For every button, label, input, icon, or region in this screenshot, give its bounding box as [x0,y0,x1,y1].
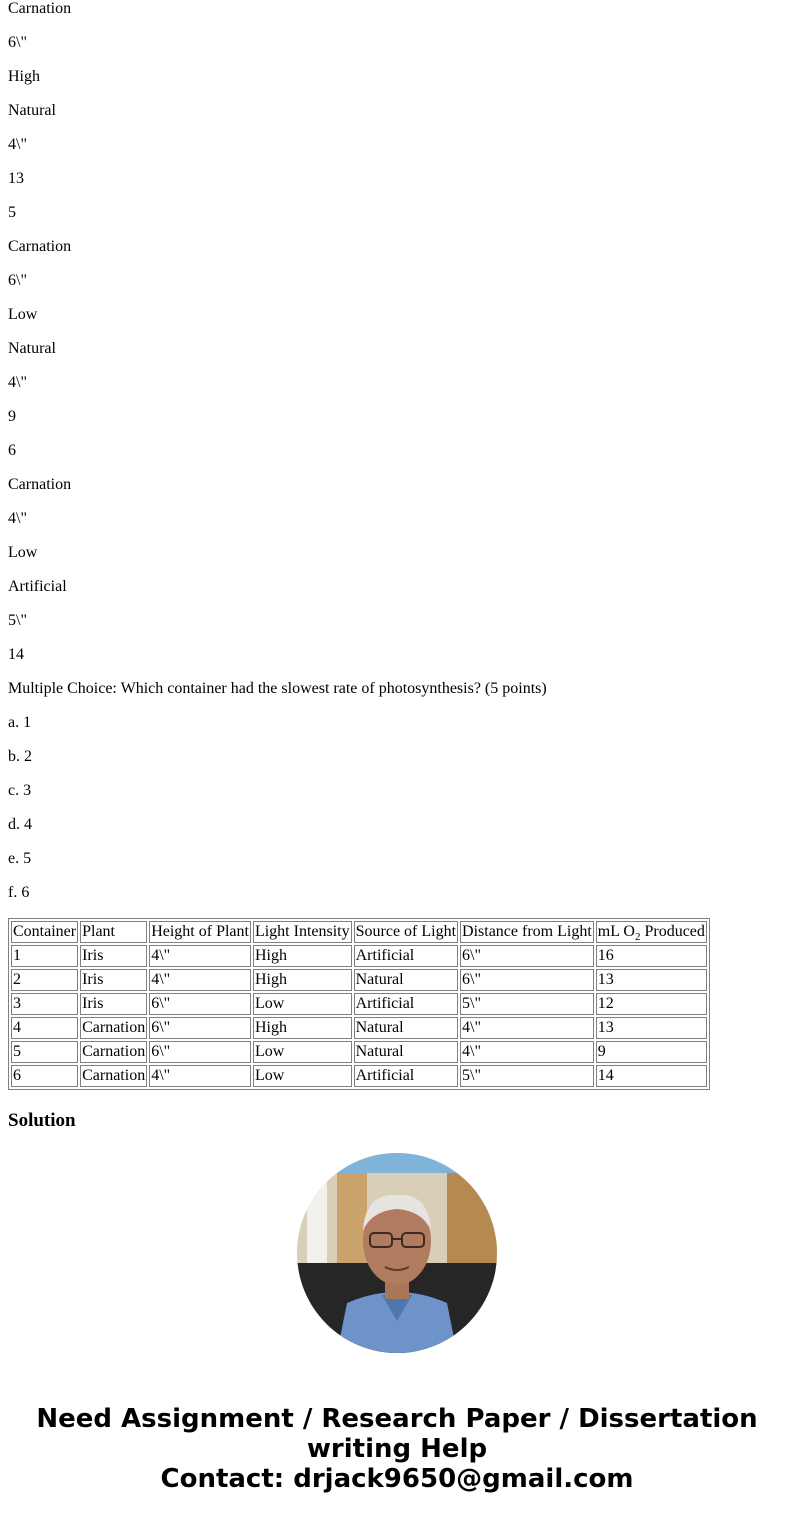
header-distance: Distance from Light [460,921,594,943]
table-cell: 4\" [149,969,251,991]
text-line: Low [8,544,38,561]
table-cell: 1 [11,945,78,967]
header-o2-suffix: Produced [640,923,705,940]
table-cell: Iris [80,945,147,967]
table-cell: 4 [11,1017,78,1039]
table-cell: Low [253,993,352,1015]
header-o2-prefix: mL O [597,923,635,940]
table-row [11,1017,707,1039]
table-cell: Carnation [80,1041,147,1063]
table-cell: Artificial [354,945,458,967]
table-cell: Iris [80,969,147,991]
table-cell: 5\" [460,993,594,1015]
table-cell: 2 [11,969,78,991]
table-cell: Low [253,1065,352,1087]
header-plant: Plant [80,921,147,943]
table-cell: 6\" [149,1017,251,1039]
answer-option: b. 2 [8,748,32,765]
text-line: 6\" [8,272,27,289]
answer-option: c. 3 [8,782,32,799]
header-height: Height of Plant [149,921,251,943]
text-line: 6 [8,442,16,459]
avatar-photo [297,1153,497,1353]
table-cell: Natural [354,1017,458,1039]
table-cell: High [253,1017,352,1039]
text-line: 5\" [8,612,27,629]
table-cell: High [253,945,352,967]
question-text: Multiple Choice: Which container had the slowest rate of photosynthesis? (5 points) [8,680,547,697]
table-cell: 4\" [149,945,251,967]
table-cell: Iris [80,993,147,1015]
text-line: 4\" [8,510,27,527]
table-row [11,1041,707,1063]
text-line: 14 [8,646,24,663]
header-intensity: Light Intensity [253,921,352,943]
text-line: Carnation [8,476,72,493]
table-cell: 6\" [149,1041,251,1063]
data-table [8,918,710,1090]
table-cell: Artificial [354,1065,458,1087]
text-line: 13 [8,170,24,187]
document-body [8,0,786,1132]
text-line: 5 [8,204,16,221]
author-avatar [297,1153,497,1353]
table-cell: 3 [11,993,78,1015]
table-header-row [11,921,707,943]
text-line: Low [8,306,38,323]
promo-line-1: Need Assignment / Research Paper / Dissertation [36,1404,758,1434]
table-cell: Natural [354,969,458,991]
header-o2 [596,921,707,943]
answer-option: d. 4 [8,816,32,833]
table-row [11,945,707,967]
promo-line-2: writing Help [306,1434,488,1464]
text-line: 4\" [8,374,27,391]
table-cell: 6\" [460,969,594,991]
header-source: Source of Light [354,921,458,943]
table-cell: 9 [596,1041,707,1063]
text-line: Natural [8,102,56,119]
text-line: Carnation [8,0,72,17]
table-cell: 5\" [460,1065,594,1087]
table-row [11,993,707,1015]
text-line: Artificial [8,578,67,595]
solution-heading: Solution [8,1110,76,1131]
answer-option: f. 6 [8,884,30,901]
promo-banner [0,1404,794,1494]
table-cell: 13 [596,1017,707,1039]
table-cell: 5 [11,1041,78,1063]
table-row [11,1065,707,1087]
table-cell: 4\" [460,1041,594,1063]
table-cell: Low [253,1041,352,1063]
text-line: 9 [8,408,16,425]
table-cell: Carnation [80,1017,147,1039]
table-cell: 16 [596,945,707,967]
promo-contact: Contact: drjack9650@gmail.com [160,1464,634,1494]
text-line: Carnation [8,238,72,255]
table-cell: Carnation [80,1065,147,1087]
text-line: 6\" [8,34,27,51]
header-o2-subscript: 2 [634,931,641,944]
table-cell: Natural [354,1041,458,1063]
table-cell: Artificial [354,993,458,1015]
table-cell: High [253,969,352,991]
table-body [11,945,707,1087]
answer-option: e. 5 [8,850,32,867]
answer-option: a. 1 [8,714,32,731]
table-cell: 14 [596,1065,707,1087]
table-cell: 13 [596,969,707,991]
table-cell: 4\" [149,1065,251,1087]
table-cell: 12 [596,993,707,1015]
table-cell: 4\" [460,1017,594,1039]
table-row [11,969,707,991]
table-cell: 6 [11,1065,78,1087]
text-line: Natural [8,340,56,357]
text-line: 4\" [8,136,27,153]
header-container: Container [11,921,78,943]
text-line: High [8,68,40,85]
table-cell: 6\" [149,993,251,1015]
table-cell: 6\" [460,945,594,967]
